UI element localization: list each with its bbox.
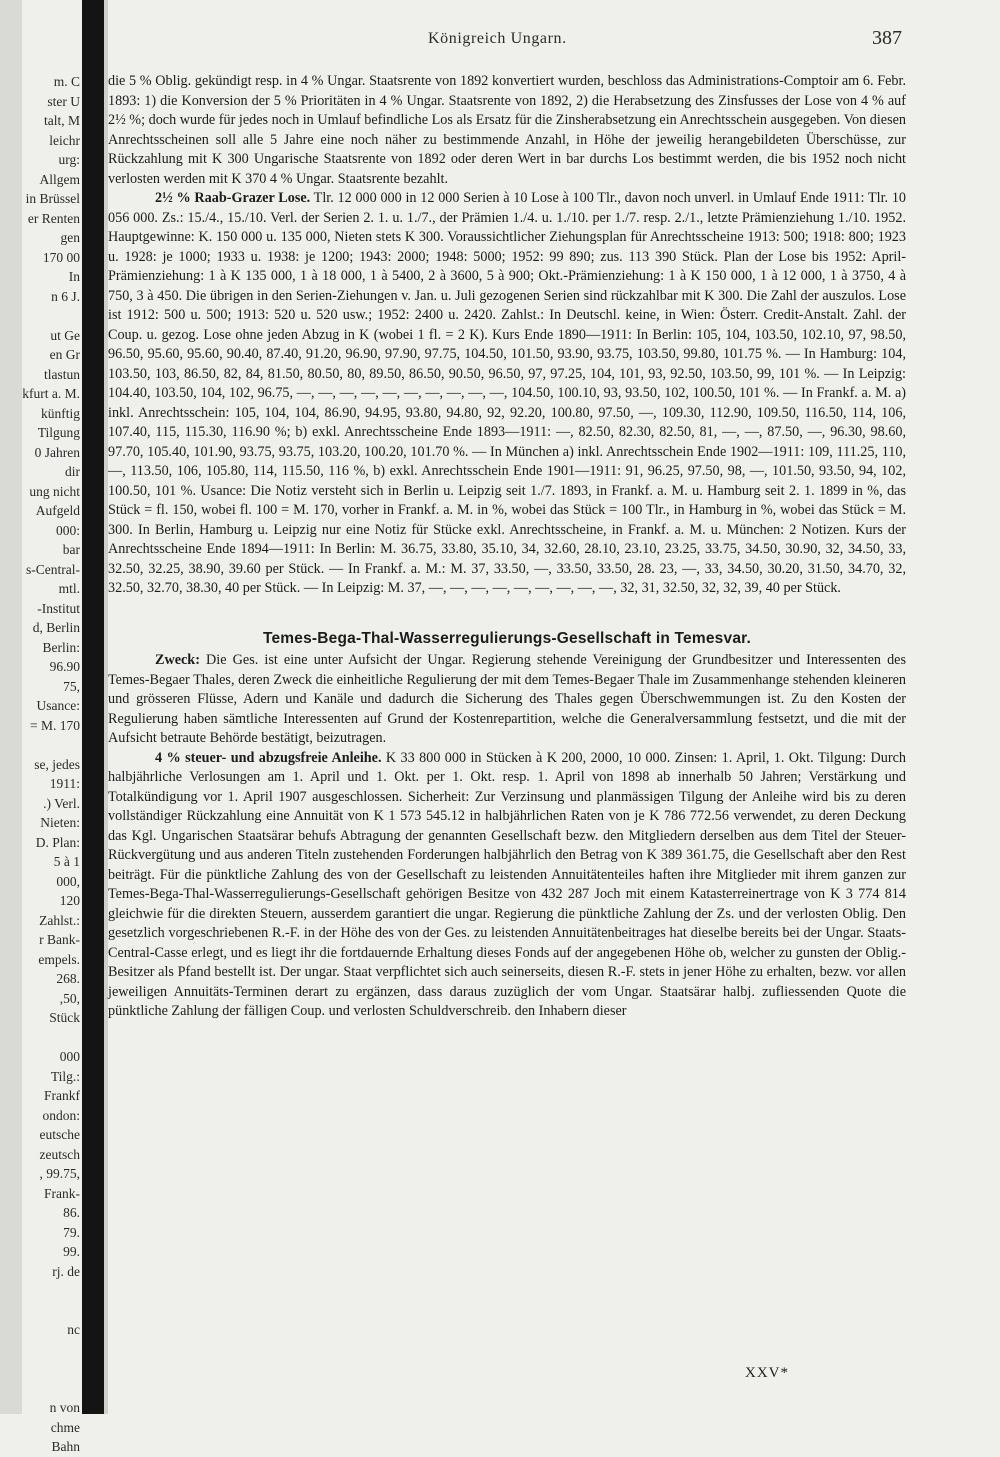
anleihe-text: K 33 800 000 in Stücken à K 200, 2000, 10 000. Zinsen: 1. April, 1. Okt. Tilgung: Durch halbjährliche Verlosungen am 1. April und 1. Okt. per 1. Okt. resp. 1. April von 1898 ab innerhalb 50 Jahren; Verstärkung und Totalkündigung vor 1. April 1907 ausgeschlossen. Sicherheit: Zur Verzinsung und planmässigen Tilgung der Anleihe wird bis zu deren vollständiger Rückzahlung eine Annuität von K 1 573 545.12 in halbjährlichen Raten von je K 786 772.56 verwendet, zu deren Deckung das Kgl. Ungarischen Staatsärar behufs Abtragung der genannten Gesellschaft bezw. den Mitgliedern derselben aus dem Titel der Steuer-Rückvergütung und aus anderen Titeln zustehenden Forderungen halbjährlich den Betrag von K 389 361.75, die Gesellschaft aber den Rest beiträgt. Für die pünktliche Zahlung des von der Gesellschaft zu leistenden Annuitätenteiles haften ihre Mitglieder mit ihrem ganzen zur Temes-Bega-Thal-Wasserregulierungs-Gesellschaft gehörigen Besitze von 432 287 Joch mit einem Katasterreinertrage von K 3 774 814 gleichwie für die direkten Steuern, ausserdem garantiert die ungar. Regierung die pünktliche Zahlung der Zs. und der verlosten Oblig. Den gesetzlich vorgeschriebenen R.-F. in der Höhe des von der Ges. zu leistenden Annuitätenbeitrages hat dieselbe bereits bei der Ungar. Staats-Central-Casse erlegt, und es liegt ihr die fortdauernde Erhaltung dieses Fonds auf der angegebenen Höhe ob, welcher zu gunsten der Oblig.-Besitzer als Pfand bestellt ist. Der ungar. Staat verpflichtet sich auch seinerseits, diesen R.-F. stets in jener Höhe zu erhalten, bezw. vor allen jeweiligen Annuitäts-Terminen derart zu ergänzen, dass daraus zuzüglich der vom Ungar. Staatsärar halbj. zufliessenden Quote die pünktliche Zahlung der fälligen Coup. und verlosten Schuldverschreib. den Inhabern dieser bbox=[108, 749, 906, 1019]
previous-page-line: = M. 170 bbox=[30, 717, 80, 733]
previous-page-line: D. Plan: bbox=[35, 834, 80, 850]
book-spine-shadow bbox=[82, 0, 104, 1414]
previous-page-line: n 6 J. bbox=[51, 288, 80, 304]
previous-page-line: r Bank- bbox=[39, 932, 80, 947]
previous-page-line bbox=[0, 306, 80, 326]
previous-page-line: 96.90 bbox=[49, 659, 80, 674]
previous-page-line: 86. bbox=[63, 1205, 80, 1220]
previous-page-line: ut Ge bbox=[50, 327, 80, 343]
previous-page-line: Tilg.: bbox=[50, 1068, 80, 1084]
previous-page-line: d, Berlin bbox=[32, 620, 80, 635]
page-content bbox=[108, 72, 906, 1022]
anleihe-label: 4 % steuer- und abzugsfreie Anleihe. bbox=[155, 749, 382, 766]
section-title: Temes-Bega-Thal-Wasserregulierungs-Gesellschaft in Temesvar. bbox=[262, 629, 752, 647]
previous-page-line bbox=[0, 1359, 80, 1379]
previous-page-line: Allgem bbox=[39, 171, 80, 187]
previous-page-line: Berlin: bbox=[42, 639, 80, 655]
previous-page-line: 99. bbox=[63, 1244, 80, 1259]
previous-page-line: dir bbox=[65, 464, 80, 479]
page-number: 387 bbox=[872, 27, 902, 49]
previous-page-line: urg: bbox=[58, 152, 80, 167]
previous-page-line: tlastun bbox=[44, 366, 80, 382]
previous-page-column bbox=[0, 72, 80, 1457]
previous-page-line: 120 bbox=[59, 893, 80, 908]
previous-page-line bbox=[0, 1340, 80, 1360]
previous-page-line: 170 00 bbox=[42, 249, 80, 265]
previous-page-line: eutsche bbox=[39, 1127, 80, 1142]
previous-page-line: 5 à 1 bbox=[53, 854, 80, 869]
paragraph-anleihe bbox=[108, 749, 906, 1022]
previous-page-line: talt, M bbox=[44, 113, 80, 128]
previous-page-line: en Gr bbox=[49, 347, 80, 362]
previous-page-line: ondon: bbox=[42, 1107, 80, 1123]
signature-mark: XXV* bbox=[745, 1365, 789, 1381]
previous-page-line: 79. bbox=[63, 1224, 80, 1240]
previous-page-line: in Brüssel bbox=[25, 191, 80, 206]
previous-page-line: 000 bbox=[59, 1049, 80, 1064]
previous-page-line: empels. bbox=[38, 951, 80, 967]
previous-page-line: m. C bbox=[53, 74, 80, 89]
previous-page-line: mtl. bbox=[58, 581, 80, 596]
previous-page-line: Stück bbox=[49, 1010, 80, 1025]
previous-page-line: In bbox=[68, 269, 80, 284]
previous-page-line: er Renten bbox=[27, 210, 80, 226]
previous-page-line: rj. de bbox=[52, 1263, 80, 1279]
previous-page-line: Frank- bbox=[44, 1185, 80, 1201]
previous-page-line: n von bbox=[49, 1400, 80, 1415]
previous-page-line: 0 Jahren bbox=[34, 444, 80, 460]
previous-page-line: Zahlst.: bbox=[39, 912, 80, 928]
running-head: Königreich Ungarn. bbox=[428, 30, 567, 47]
previous-page-line: Usance: bbox=[36, 698, 80, 713]
previous-page-line: leichr bbox=[49, 132, 80, 148]
previous-page-line: .) Verl. bbox=[43, 795, 80, 811]
previous-page-line: , 99.75, bbox=[39, 1166, 80, 1181]
previous-page-line: 268. bbox=[56, 971, 80, 986]
previous-page-line bbox=[0, 1028, 80, 1048]
previous-page-line: ung nicht bbox=[29, 483, 80, 499]
previous-page-line: zeutsch bbox=[39, 1146, 80, 1162]
previous-page-line: künftig bbox=[41, 405, 80, 421]
previous-page-line bbox=[0, 1379, 80, 1399]
previous-page-line: gen bbox=[60, 230, 80, 245]
previous-page-line: kfurt a. M. bbox=[22, 386, 80, 401]
previous-page-line: Tilgung bbox=[37, 425, 80, 440]
previous-page-line: s-Central- bbox=[26, 561, 80, 577]
previous-page-line: se, jedes bbox=[34, 756, 80, 772]
previous-page-line: 1911: bbox=[49, 776, 80, 791]
previous-page-line bbox=[0, 1281, 80, 1301]
previous-page-line: nc bbox=[67, 1322, 80, 1337]
previous-page-line bbox=[0, 735, 80, 755]
raab-grazer-body: Tlr. 12 000 000 in 12 000 Serien à 10 Lose à 100 Tlr., davon noch unverl. in Umlauf Ende 1911: Tlr. 10 056 000. Zs.: 15./4., 15./10. Verl. der Serien 2. 1. u. 1./7., der Prämien 1./4. u. 1./10. per 1./7. resp. 2./1., letzte Prämienziehung 1./10. 1952. Hauptgewinne: K. 150 000 u. 135 000, Nieten stets K 300. Voraussichtlicher Ziehungsplan für Anrechtsscheine 1913: 500; 1918: 800; 1923 u. 1928: je 1000; 1933 u. 1938: je 1200; 1943: 2000; 1948: 5000; 1952: 99 890; zus. 113 390 Stück. Plan der Lose bis 1952: April-Prämienziehung: 1 à K 135 000, 1 à 18 000, 1 à 5400, 2 à 3600, 5 à 900; Okt.-Prämienziehung: 1 à K 150 000, 1 à 12 000, 1 à 3750, 4 à 750, 3 à 450. Die übrigen in den Serien-Ziehungen v. Jan. u. Juli gezogenen Serien sind rückzahlbar mit K 300. Die Zahl der auszulos. Lose ist 1912: 500 u. 500; 1913: 520 u. 520 usw.; 1952: 2400 u. 2420. Zahlst.: In Deutschl. keine, in Wien: Österr. Credit-Anstalt. Zahl. der Coup. u. gezog. Lose ohne jeden Abzug in K (wobei 1 fl. = 2 K). Kurs Ende 1890—1911: In Berlin: 105, 104, 103.50, 102.10, 97, 98.50, 96.50, 95.60, 95.60, 90.40, 87.40, 91.20, 96.90, 97.90, 97.75, 104.50, 101.50, 93.90, 93.75, 103.50, 99.80, 101.75 %. — In Hamburg: 104, 103.50, 103, 86.50, 82, 84, 81.50, 80.50, 80, 89.50, 86.50, 90.50, 96.50, 97, 97.25, 104, 101, 93, 92.50, 103.50, 99, 101 %. — In Leipzig: 104.40, 103.50, 104, 102, 96.75, —, —, —, —, —, —, —, —, —, —, 104.50, 100.10, 93, 93.50, 102, 100.50, 101 %. — In Frankf. a. M. a) inkl. Anrechtsschein: 105, 104, 104, 86.90, 94.95, 93.80, 94.80, 92, 92.20, 100.80, 97.50, —, 109.30, 112.90, 109.50, 116.50, 114, 106, 107.40, 115, 115.30, 116.90 %; b) exkl. Anrechtsscheine Ende 1893—1911: —, 82.50, 82.30, 82.50, 81, —, —, 87.50, —, 96.30, 98.60, 97.70, 105.40, 101.90, 93.75, 93.75, 103.20, 100.20, 101.70 %. — In München a) inkl. Anrechtsschein Ende 1902—1911: 109, 111.25, 110, —, 113.50, 106, 105.80, 114, 115.50, 116 %, b) exkl. Anrechtsschein Ende 1901—1911: 91, 96.25, 97.50, 98, —, 101.50, 93.50, 94, 102, 100.50, 101 %. Usance: Die Notiz versteht sich in Berlin u. Leipzig seit 1./7. 1893, in Frankf. a. M. u. Hamburg seit 2. 1. 1899 in %, das Stück = fl. 150, wobei fl. 100 = M. 170, vorher in Frankf. a. M. in %, wobei das Stück = 100 Tlr., in Hamburg in %, wobei das Stück = M. 300. In Berlin, Hamburg u. Leipzig nur eine Notiz für Stücke exkl. Anrechtsscheine, in Frankf. a. M. u. München: 2 Notizen. Kurs der Anrechtsscheine Ende 1894—1911: In Berlin: M. 36.75, 33.80, 35.10, 34, 32.60, 28.10, 23.10, 23.25, 33.75, 34.50, 30.90, 32, 34.50, 33, 32.50, 32.25, 38.90, 39.60 per Stück. — In Frankf. a. M.: M. 37, 33.50, —, 33.50, 33.50, 28. 23, —, 33, 34.50, 30.20, 31.50, 34.70, 32, 32.50, 32.70, 38.30, 40 per Stück. — In Leipzig: M. 37, —, —, —, —, —, —, —, —, —, 32, 31, 32.50, 32, 32, 39, 40 per Stück. bbox=[108, 190, 907, 596]
raab-grazer-heading: 2½ % Raab-Grazer Lose. bbox=[155, 190, 311, 206]
previous-page-line: Nieten: bbox=[40, 815, 80, 830]
previous-page-line: bar bbox=[62, 542, 80, 557]
previous-page-line: Aufgeld bbox=[35, 503, 80, 518]
previous-page-line: Frankf bbox=[44, 1088, 80, 1103]
zweck-label: Zweck: bbox=[155, 652, 200, 668]
zweck-text: Die Ges. ist eine unter Aufsicht der Ungar. Regierung stehende Vereinigung der Grundbesitzer und Interessenten des Temes-Begaer Thales, deren Zweck die einheitliche Regulierung der mit dem Temes-Begaer Thale im Zusammenhange stehenden kleineren und grösseren Flüsse, Adern und Kanäle und dadurch die Sicherung des Thales gegen Überschwemmungen ist. Zu den Kosten der Regulierung haben sämtliche Interessenten auf Grund der Kostenrepartition, welche die Generalversammlung festsetzt, und die mit der Aufsicht betraute Behörde bestätigt, beizutragen. bbox=[108, 652, 906, 746]
previous-page-line: ster U bbox=[47, 93, 80, 109]
paragraph-zweck bbox=[108, 651, 906, 749]
previous-page-line: ,50, bbox=[59, 990, 80, 1006]
previous-page-line bbox=[0, 1301, 80, 1321]
previous-page-line: 000: bbox=[55, 522, 80, 538]
previous-page-line: chme bbox=[50, 1419, 80, 1435]
paragraph-raab-grazer bbox=[108, 189, 906, 599]
previous-page-line: 75, bbox=[63, 678, 80, 694]
previous-page-line: -Institut bbox=[37, 600, 80, 616]
previous-page-line: 000, bbox=[56, 873, 80, 889]
paragraph-conversion: die 5 % Oblig. gekündigt resp. in 4 % Ungar. Staatsrente von 1892 konvertiert wurden, beschloss das Administrations-Comptoir am 6. Febr. 1893: 1) die Konversion der 5 % Prioritäten in 4 % Ungar. Staatsrente von 1892, 2) die Herabsetzung des Zinsfusses der Lose von 4 % auf 2½ %; doch wurde für jedes noch in Umlauf befindliche Los als Ersatz für die Zinsherabsetzung ein Anrechtsschein ausgegeben. Von diesen Anrechtsscheinen soll alle 5 Jahre eine noch näher zu bestimmende Anzahl, in Höhe der jeweilig herangebildeten Überschüsse, zur Rückzahlung mit K 300 Ungarische Staatsrente von 1892 oder deren Wert in bar durchs Los bestimmt werden, die bis 1952 noch nicht verlosten werden mit K 370 4 % Ungar. Staatsrente bezahlt. bbox=[108, 73, 906, 187]
previous-page-line: Bahn bbox=[51, 1439, 80, 1454]
